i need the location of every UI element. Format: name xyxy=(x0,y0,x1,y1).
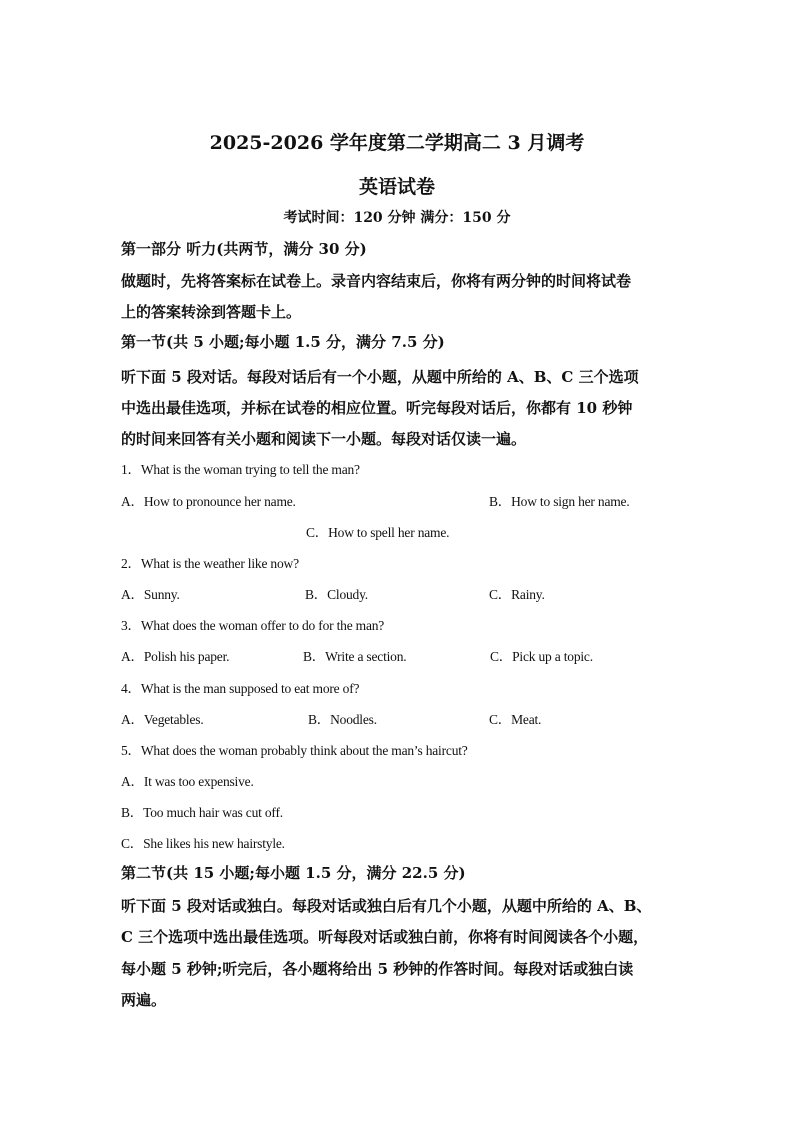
answer-option[interactable]: A．Sunny. xyxy=(121,587,180,602)
answer-option[interactable]: C．She likes his new hairstyle. xyxy=(121,836,285,851)
section1-heading: 第一节(共 5 小题;每小题 1.5 分，满分 7.5 分) xyxy=(121,333,445,351)
section2-instruction-line: C 三个选项中选出最佳选项。听每段对话或独白前，你将有时间阅读各个小题， xyxy=(121,928,649,946)
answer-option[interactable]: A．How to pronounce her name. xyxy=(121,494,296,509)
part1-heading: 第一部分 听力(共两节，满分 30 分) xyxy=(121,240,367,258)
answer-option[interactable]: C．Pick up a topic. xyxy=(490,649,593,664)
section2-heading: 第二节(共 15 小题;每小题 1.5 分，满分 22.5 分) xyxy=(121,864,466,882)
question-stem: 4．What is the man supposed to eat more of? xyxy=(121,681,360,696)
question-stem: 5．What does the woman probably think about the man’s haircut? xyxy=(121,743,468,758)
exam-title: 2025-2026 学年度第二学期高二 3 月调考 xyxy=(209,132,585,154)
part1-instruction-line: 做题时，先将答案标在试卷上。录音内容结束后，你将有两分钟的时间将试卷 xyxy=(121,272,632,290)
answer-option[interactable]: C．Rainy. xyxy=(489,587,545,602)
section2-instruction-line: 两遍。 xyxy=(121,991,167,1009)
question-stem: 1．What is the woman trying to tell the man? xyxy=(121,462,360,477)
exam-info: 考试时间：120 分钟 满分：150 分 xyxy=(283,210,511,226)
answer-option[interactable]: B．Cloudy. xyxy=(305,587,368,602)
part1-instruction-line: 上的答案转涂到答题卡上。 xyxy=(121,303,302,321)
section1-instruction-line: 中选出最佳选项，并标在试卷的相应位置。听完每段对话后，你都有 10 秒钟 xyxy=(121,399,633,417)
section2-instruction-line: 每小题 5 秒钟;听完后，各小题将给出 5 秒钟的作答时间。每段对话或独白读 xyxy=(121,960,634,978)
answer-option[interactable]: C．How to spell her name. xyxy=(306,525,450,540)
answer-option[interactable]: B．Noodles. xyxy=(308,712,377,727)
section2-instruction-line: 听下面 5 段对话或独白。每段对话或独白后有几个小题，从题中所给的 A、B、 xyxy=(121,897,652,915)
answer-option[interactable]: C．Meat. xyxy=(489,712,542,727)
answer-option[interactable]: A．Vegetables. xyxy=(121,712,204,727)
answer-option[interactable]: B．How to sign her name. xyxy=(489,494,630,509)
answer-option[interactable]: A．Polish his paper. xyxy=(121,649,230,664)
question-stem: 2．What is the weather like now? xyxy=(121,556,299,571)
answer-option[interactable]: A．It was too expensive. xyxy=(121,774,254,789)
answer-option[interactable]: B．Too much hair was cut off. xyxy=(121,805,283,820)
exam-subtitle: 英语试卷 xyxy=(358,176,435,198)
answer-option[interactable]: B．Write a section. xyxy=(303,649,407,664)
section1-instruction-line: 的时间来回答有关小题和阅读下一小题。每段对话仅读一遍。 xyxy=(121,430,527,448)
question-stem: 3．What does the woman offer to do for the man? xyxy=(121,618,385,633)
section1-instruction-line: 听下面 5 段对话。每段对话后有一个小题，从题中所给的 A、B、C 三个选项 xyxy=(121,368,639,386)
